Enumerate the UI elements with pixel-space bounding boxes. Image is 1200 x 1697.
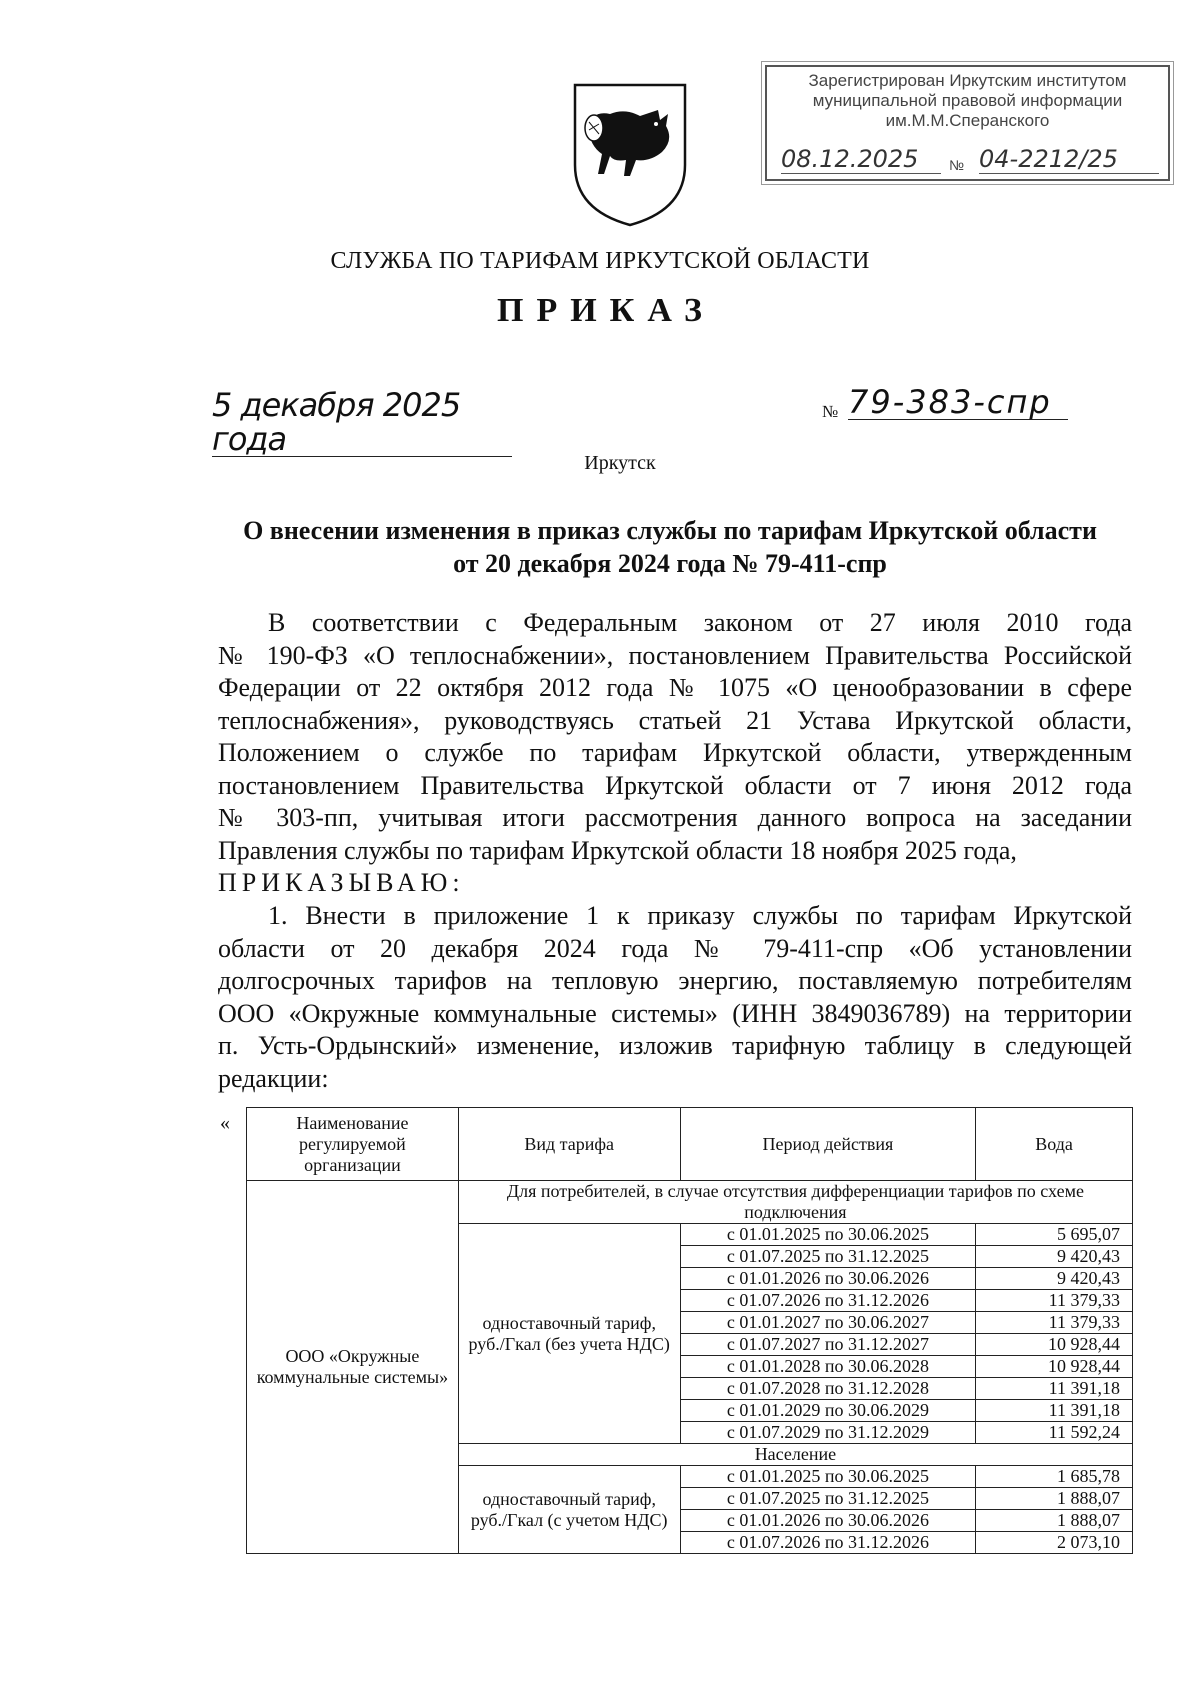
header-tariff-type: Вид тарифа bbox=[458, 1108, 680, 1181]
value-cell: 1 888,07 bbox=[976, 1488, 1133, 1510]
preamble-line: № 190-ФЗ «О теплоснабжении», постановлением Правительства Российской bbox=[218, 640, 1132, 670]
period-cell: с 01.01.2028 по 30.06.2028 bbox=[680, 1356, 976, 1378]
period-cell: с 01.07.2026 по 31.12.2026 bbox=[680, 1290, 976, 1312]
stamp-number: 04-2212/25 bbox=[979, 145, 1159, 174]
period-cell: с 01.01.2029 по 30.06.2029 bbox=[680, 1400, 976, 1422]
item-1-paragraph bbox=[218, 900, 1132, 1095]
item-1-line: п. Усть-Ордынский» изменение, изложив тарифную таблицу в следующей bbox=[218, 1031, 1132, 1060]
organization-name: СЛУЖБА ПО ТАРИФАМ ИРКУТСКОЙ ОБЛАСТИ bbox=[330, 248, 870, 274]
header-period: Период действия bbox=[680, 1108, 976, 1181]
period-cell: с 01.07.2028 по 31.12.2028 bbox=[680, 1378, 976, 1400]
period-cell: с 01.07.2026 по 31.12.2026 bbox=[680, 1532, 976, 1554]
period-cell: с 01.01.2026 по 30.06.2026 bbox=[680, 1268, 976, 1290]
organization-cell: ООО «Окружные коммунальные системы» bbox=[247, 1181, 459, 1554]
preamble-paragraph bbox=[218, 607, 1132, 867]
group-1-title-row bbox=[247, 1181, 1133, 1224]
order-number-label: № bbox=[822, 402, 839, 421]
item-1-line: редакции: bbox=[218, 1063, 329, 1093]
value-cell: 11 391,18 bbox=[976, 1400, 1133, 1422]
value-cell: 11 592,24 bbox=[976, 1422, 1133, 1444]
value-cell: 2 073,10 bbox=[976, 1532, 1133, 1554]
value-cell: 11 391,18 bbox=[976, 1378, 1133, 1400]
value-cell: 9 420,43 bbox=[976, 1246, 1133, 1268]
period-cell: с 01.07.2025 по 31.12.2025 bbox=[680, 1246, 976, 1268]
stamp-number-label: № bbox=[949, 157, 965, 173]
period-cell: с 01.07.2027 по 31.12.2027 bbox=[680, 1334, 976, 1356]
period-cell: с 01.07.2025 по 31.12.2025 bbox=[680, 1488, 976, 1510]
group-2-tariff-type: одноставочный тариф, руб./Гкал (с учетом НДС) bbox=[458, 1466, 680, 1554]
item-1-line: ООО «Окружные коммунальные системы» (ИНН 3849036789) на территории bbox=[218, 998, 1132, 1028]
period-cell: с 01.01.2026 по 30.06.2026 bbox=[680, 1510, 976, 1532]
period-cell: с 01.01.2025 по 30.06.2025 bbox=[680, 1466, 976, 1488]
item-1-line: 1. Внести в приложение 1 к приказу службы по тарифам Иркутской bbox=[268, 901, 1132, 930]
value-cell: 1 685,78 bbox=[976, 1466, 1133, 1488]
item-1-line: области от 20 декабря 2024 года № 79-411-спр «Об установлении bbox=[218, 933, 1132, 963]
group-1-title: Для потребителей, в случае отсутствия дифференциации тарифов по схеме подключения bbox=[458, 1181, 1132, 1224]
opening-quote-mark: « bbox=[220, 1112, 230, 1134]
table-header-row bbox=[247, 1108, 1133, 1181]
value-cell: 5 695,07 bbox=[976, 1224, 1133, 1246]
irkutsk-coat-of-arms-emblem bbox=[570, 80, 690, 230]
value-cell: 11 379,33 bbox=[976, 1290, 1133, 1312]
order-number-handwritten: 79-383-спр bbox=[848, 385, 1068, 420]
preamble-line: В соответствии с Федеральным законом от 27 июля 2010 года bbox=[268, 608, 1132, 637]
item-1-line: долгосрочных тарифов на тепловую энергию, поставляемую потребителям bbox=[218, 966, 1132, 995]
subject-line-1: О внесении изменения в приказ службы по тарифам Иркутской области bbox=[243, 516, 1097, 545]
document-type-title: ПРИКАЗ bbox=[497, 292, 715, 329]
subject-line-2: от 20 декабря 2024 года № 79-411-спр bbox=[453, 549, 887, 578]
order-subject bbox=[210, 514, 1130, 580]
preamble-line: № 303-пп, учитывая итоги рассмотрения данного вопроса на заседании bbox=[218, 803, 1132, 832]
header-water: Вода bbox=[976, 1108, 1133, 1181]
group-1-tariff-type: одноставочный тариф, руб./Гкал (без учета НДС) bbox=[458, 1224, 680, 1444]
order-word: ПРИКАЗЫВАЮ: bbox=[218, 868, 465, 897]
value-cell: 1 888,07 bbox=[976, 1510, 1133, 1532]
preamble-line: Правления службы по тарифам Иркутской области 18 ноября 2025 года, bbox=[218, 835, 1017, 865]
stamp-line-2: муниципальной правовой информации bbox=[812, 91, 1123, 110]
preamble-line: Положением о службе по тарифам Иркутской области, утвержденным bbox=[218, 738, 1132, 767]
stamp-line-1: Зарегистрирован Иркутским институтом bbox=[808, 71, 1127, 90]
value-cell: 10 928,44 bbox=[976, 1356, 1133, 1378]
group-2-title: Население bbox=[458, 1444, 1132, 1466]
period-cell: с 01.07.2029 по 31.12.2029 bbox=[680, 1422, 976, 1444]
value-cell: 9 420,43 bbox=[976, 1268, 1133, 1290]
preamble-line: Федерации от 22 октября 2012 года № 1075 «О ценообразовании в сфере bbox=[218, 673, 1132, 702]
city-name: Иркутск bbox=[584, 452, 656, 474]
registration-stamp bbox=[765, 65, 1170, 181]
preamble-line: постановлением Правительства Иркутской области от 7 июня 2012 года bbox=[218, 770, 1132, 800]
stamp-line-3: им.М.М.Сперанского bbox=[885, 111, 1050, 130]
value-cell: 10 928,44 bbox=[976, 1334, 1133, 1356]
period-cell: с 01.01.2027 по 30.06.2027 bbox=[680, 1312, 976, 1334]
preamble-line: теплоснабжения», руководствуясь статьей 21 Устава Иркутской области, bbox=[218, 705, 1132, 735]
period-cell: с 01.01.2025 по 30.06.2025 bbox=[680, 1224, 976, 1246]
header-organization: Наименование регулируемой организации bbox=[247, 1108, 459, 1181]
tariff-table bbox=[246, 1107, 1133, 1554]
value-cell: 11 379,33 bbox=[976, 1312, 1133, 1334]
stamp-date: 08.12.2025 bbox=[781, 145, 941, 174]
order-date-handwritten: 5 декабря 2025 года bbox=[212, 388, 512, 457]
